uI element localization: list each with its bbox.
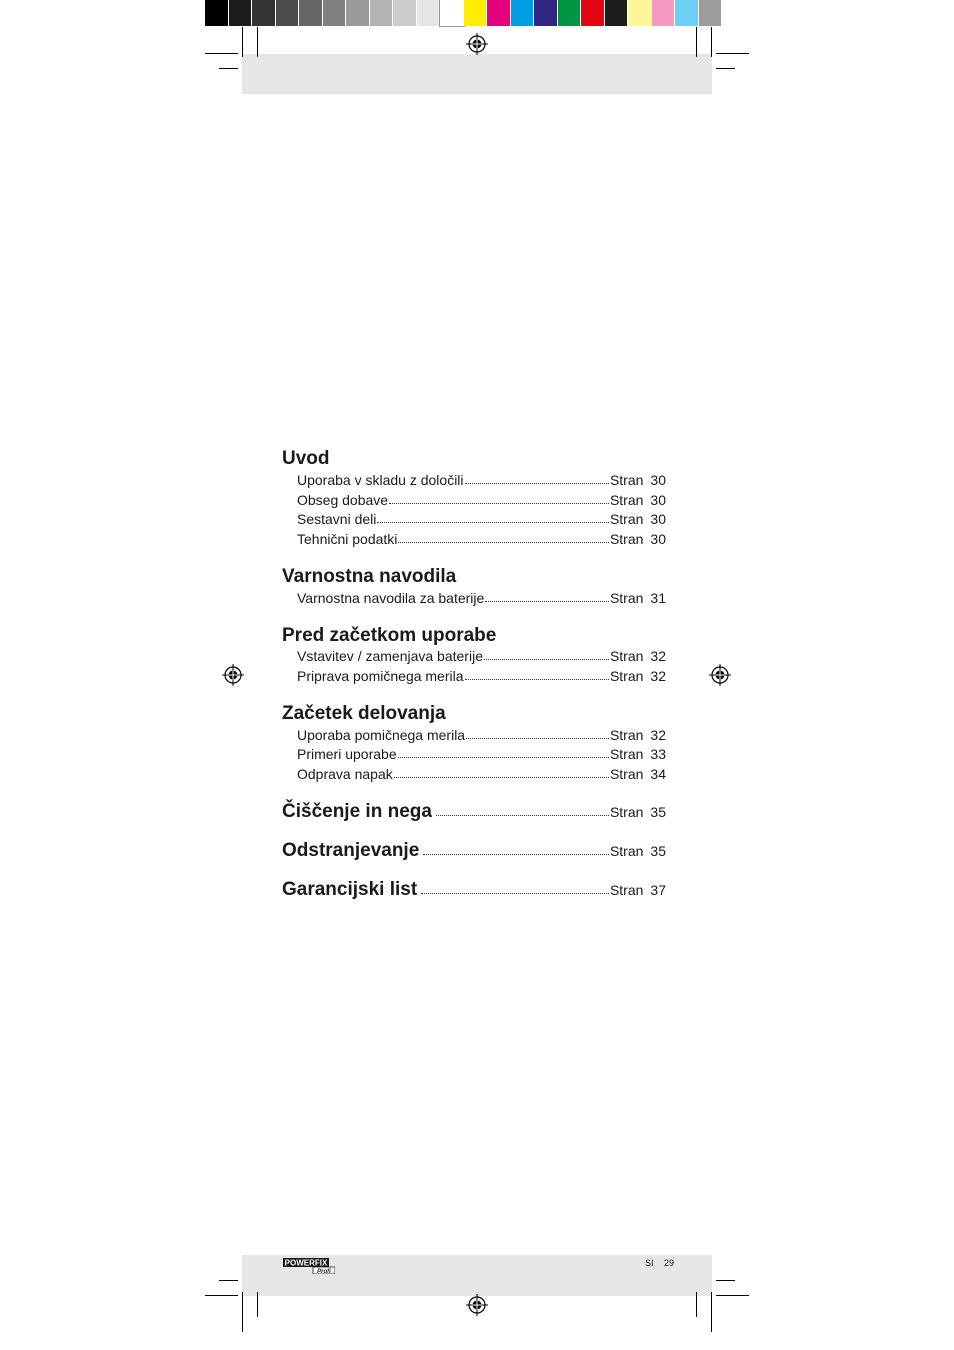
toc-entry-label: Uporaba pomičnega merila [297,727,466,743]
color-swatch [370,0,394,26]
header-band [242,54,712,94]
toc-entry-page: 32 [650,727,666,743]
color-swatch [464,0,488,26]
toc-entry-prefix: Stran [609,648,644,664]
registration-mark-icon [222,664,244,686]
toc-section-ciscenje-in-nega[interactable] [282,801,666,825]
crop-mark [257,1292,258,1317]
toc-entry-page: 37 [650,882,666,898]
crop-mark [242,1292,243,1332]
leader-dots [465,473,609,484]
toc-entry-prefix: Stran [609,492,644,508]
color-swatch [346,0,370,26]
toc-entry-label: Uporaba v skladu z določili [297,472,464,488]
page-number: 29 [664,1258,675,1268]
color-swatch [628,0,652,26]
toc-entry[interactable] [297,530,666,549]
leader-dots [398,747,609,758]
toc-entry-label: Tehnični podatki [297,531,398,547]
toc-entry-label: Obseg dobave [297,492,389,508]
toc-entry[interactable] [297,510,666,529]
color-swatch [276,0,300,26]
color-swatch [252,0,276,26]
crop-mark [205,1295,238,1296]
toc-entry[interactable] [297,667,666,686]
registration-mark-icon [466,1294,488,1316]
color-swatch [440,0,464,26]
crop-mark [696,27,697,57]
toc-section-odstranjevanje[interactable] [282,840,666,864]
leader-dots [423,844,609,855]
toc-entry-prefix: Stran [609,668,644,684]
toc-entry-prefix: Stran [609,804,644,820]
crop-mark [205,53,238,54]
toc-entry-page: 30 [650,492,666,508]
toc-entry-prefix: Stran [609,882,644,898]
color-calibration-bar [205,0,722,26]
color-swatch [487,0,511,26]
toc-entry-page: 30 [650,511,666,527]
toc-entry-label: Priprava pomičnega merila [297,668,464,684]
toc-entry-prefix: Stran [609,766,644,782]
toc-entry-page: 34 [650,766,666,782]
color-swatch [675,0,699,26]
leader-dots [421,883,609,894]
color-swatch [205,0,229,26]
toc-section-title: Pred začetkom uporabe [282,625,497,646]
crop-mark [257,27,258,57]
color-swatch [393,0,417,26]
leader-dots [436,805,609,816]
toc-entry[interactable] [297,726,666,745]
toc-section-title: Varnostna navodila [282,566,457,587]
crop-mark [696,1292,697,1317]
leader-dots [465,669,609,680]
leader-dots [485,591,609,602]
brand-name: POWERFIX [284,1258,328,1268]
crop-mark [219,1280,238,1281]
color-swatch [323,0,347,26]
toc-entry-label: Varnostna navodila za baterije [297,590,485,606]
crop-mark [711,1292,712,1332]
toc-section-title: Odstranjevanje [282,840,420,861]
leader-dots [394,767,609,778]
toc-section-varnostna-navodila [282,566,666,588]
toc-entry-label: Sestavni deli [297,511,377,527]
color-swatch [299,0,323,26]
toc-entry-page: 31 [650,590,666,606]
leader-dots [484,649,609,660]
brand-sub: Profi [317,1269,331,1274]
color-swatch [581,0,605,26]
toc-entry[interactable] [297,589,666,608]
toc-entry-page: 32 [650,648,666,664]
toc-entry-prefix: Stran [609,843,644,859]
toc-entry-prefix: Stran [609,511,644,527]
color-swatch [534,0,558,26]
crop-mark [716,68,735,69]
crop-mark [716,1280,735,1281]
color-swatch [417,0,441,26]
toc-entry-label: Odprava napak [297,766,393,782]
registration-mark-icon [709,664,731,686]
toc-section-title: Garancijski list [282,879,418,900]
powerfix-logo [283,1258,335,1274]
crop-mark [242,27,243,57]
crop-mark [716,53,749,54]
leader-dots [377,512,609,523]
toc-entry-page: 33 [650,746,666,762]
toc-entry-label: Vstavitev / zamenjava baterije [297,648,483,664]
leader-dots [466,728,609,739]
language-code: SI [645,1258,654,1268]
leader-dots [398,532,609,543]
toc-section-garancijski-list[interactable] [282,879,666,903]
toc-entry[interactable] [297,471,666,490]
toc-entry[interactable] [297,647,666,666]
toc-entry-page: 30 [650,531,666,547]
toc-section-pred-zacetkom-uporabe [282,625,666,647]
toc-entry[interactable] [297,745,666,764]
toc-entry-page: 32 [650,668,666,684]
toc-entry-label: Primeri uporabe [297,746,397,762]
crop-mark [716,1295,749,1296]
color-swatch [558,0,582,26]
toc-entry-page: 35 [650,843,666,859]
toc-entry-page: 35 [650,804,666,820]
toc-section-title: Začetek delovanja [282,703,446,724]
toc-entry[interactable] [297,491,666,510]
toc-entry-prefix: Stran [609,727,644,743]
toc-section-title: Čiščenje in nega [282,801,432,822]
toc-section-zacetek-delovanja [282,703,666,725]
registration-mark-icon [466,33,488,55]
toc-section-title: Uvod [282,448,330,469]
toc-entry-prefix: Stran [609,746,644,762]
color-swatch [699,0,723,26]
toc-entry-prefix: Stran [609,590,644,606]
toc-entry[interactable] [297,765,666,784]
table-of-contents [282,448,666,908]
color-swatch [229,0,253,26]
toc-entry-prefix: Stran [609,531,644,547]
leader-dots [389,493,609,504]
crop-mark [219,68,238,69]
toc-entry-prefix: Stran [609,472,644,488]
toc-section-uvod [282,448,666,470]
crop-mark [711,27,712,57]
color-swatch [652,0,676,26]
color-swatch [605,0,629,26]
toc-entry-page: 30 [650,472,666,488]
footer-page-indicator [645,1258,674,1268]
color-swatch [511,0,535,26]
